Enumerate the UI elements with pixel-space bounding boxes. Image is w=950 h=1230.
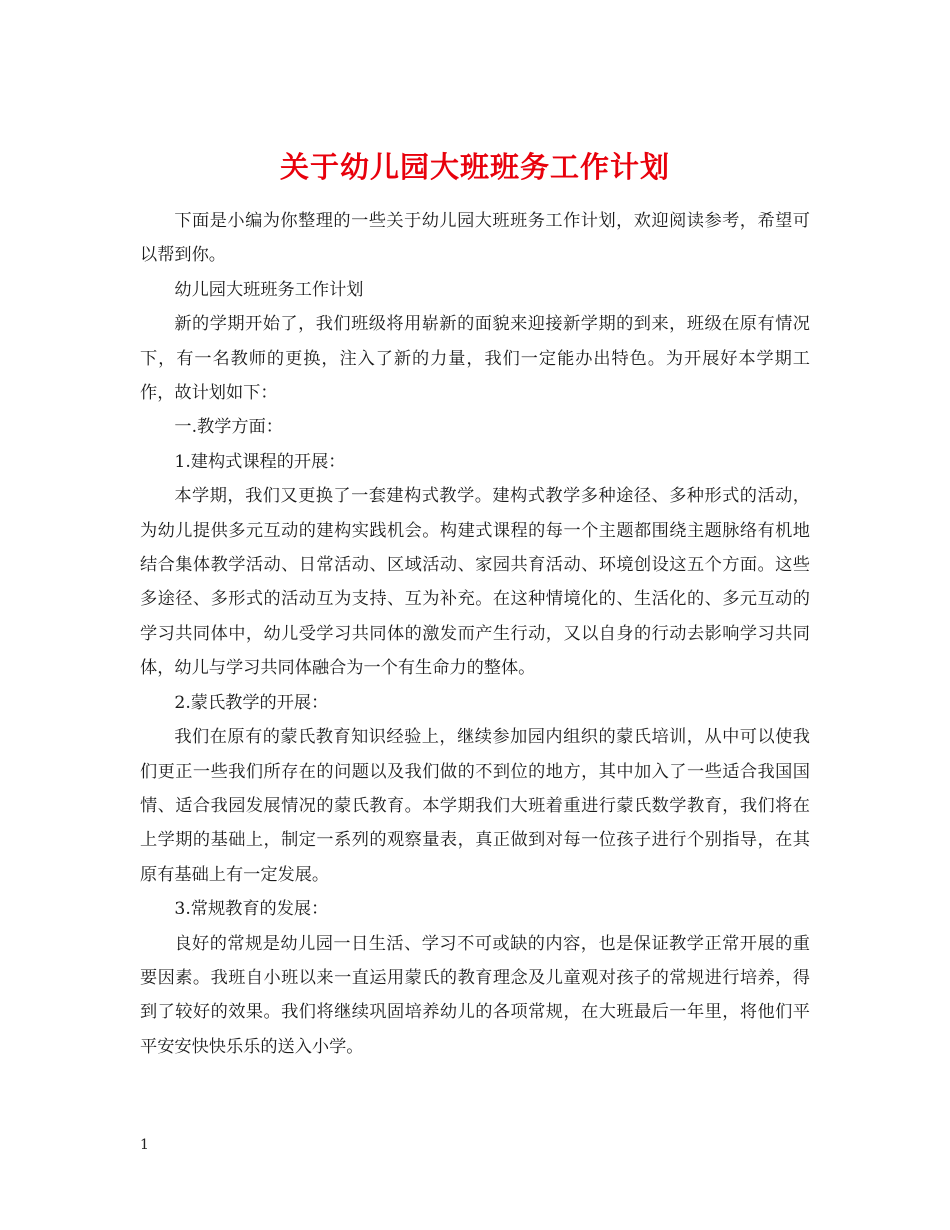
subheading-routine-education: 3.常规教育的发展：: [174, 899, 329, 920]
document-body: [140, 204, 810, 1064]
paragraph-intro: 下面是小编为你整理的一些关于幼儿园大班班务工作计划，欢迎阅读参考，希望可以帮到你。: [140, 211, 810, 266]
paragraph-constructive-course: 本学期，我们又更换了一套建构式教学。建构式教学多种途径、多种形式的活动，为幼儿提供多元互动的建构实践机会。构建式课程的每一个主题都围绕主题脉络有机地结合集体教学活动、日常活动、区域活动、家园共育活动、环境创设这五个方面。这些多途径、多形式的活动互为支持、互为补充。在这种情境化的、生活化的、多元互动的学习共同体中，幼儿受学习共同体的激发而产生行动，又以自身的行动去影响学习共同体，幼儿与学习共同体融合为一个有生命力的整体。: [140, 486, 810, 679]
paragraph-montessori: 我们在原有的蒙氏教育知识经验上，继续参加园内组织的蒙氏培训，从中可以使我们更正一些我们所存在的问题以及我们做的不到位的地方，其中加入了一些适合我国国情、适合我园发展情况的蒙氏教育。本学期我们大班着重进行蒙氏数学教育，我们将在上学期的基础上，制定一系列的观察量表，真正做到对每一位孩子进行个别指导，在其原有基础上有一定发展。: [140, 727, 810, 885]
page-number: 1: [140, 1137, 149, 1153]
paragraph-subtitle: 幼儿园大班班务工作计划: [174, 279, 364, 300]
subheading-constructive-course: 1.建构式课程的开展：: [174, 451, 346, 472]
document-title: 关于幼儿园大班班务工作计划: [279, 150, 670, 185]
paragraph-routine-education: 良好的常规是幼儿园一日生活、学习不可或缺的内容，也是保证教学正常开展的重要因素。我班自小班以来一直运用蒙氏的教育理念及儿童观对孩子的常规进行培养，得到了较好的效果。我们将继续巩固培养幼儿的各项常规，在大班最后一年里，将他们平平安安快快乐乐的送入小学。: [140, 933, 810, 1057]
paragraph-opening: 新的学期开始了，我们班级将用崭新的面貌来迎接新学期的到来，班级在原有情况下，有一名教师的更换，注入了新的力量，我们一定能办出特色。为开展好本学期工作，故计划如下：: [140, 314, 810, 404]
subheading-montessori: 2.蒙氏教学的开展：: [174, 692, 329, 713]
section-heading-teaching: 一.教学方面：: [174, 417, 283, 438]
